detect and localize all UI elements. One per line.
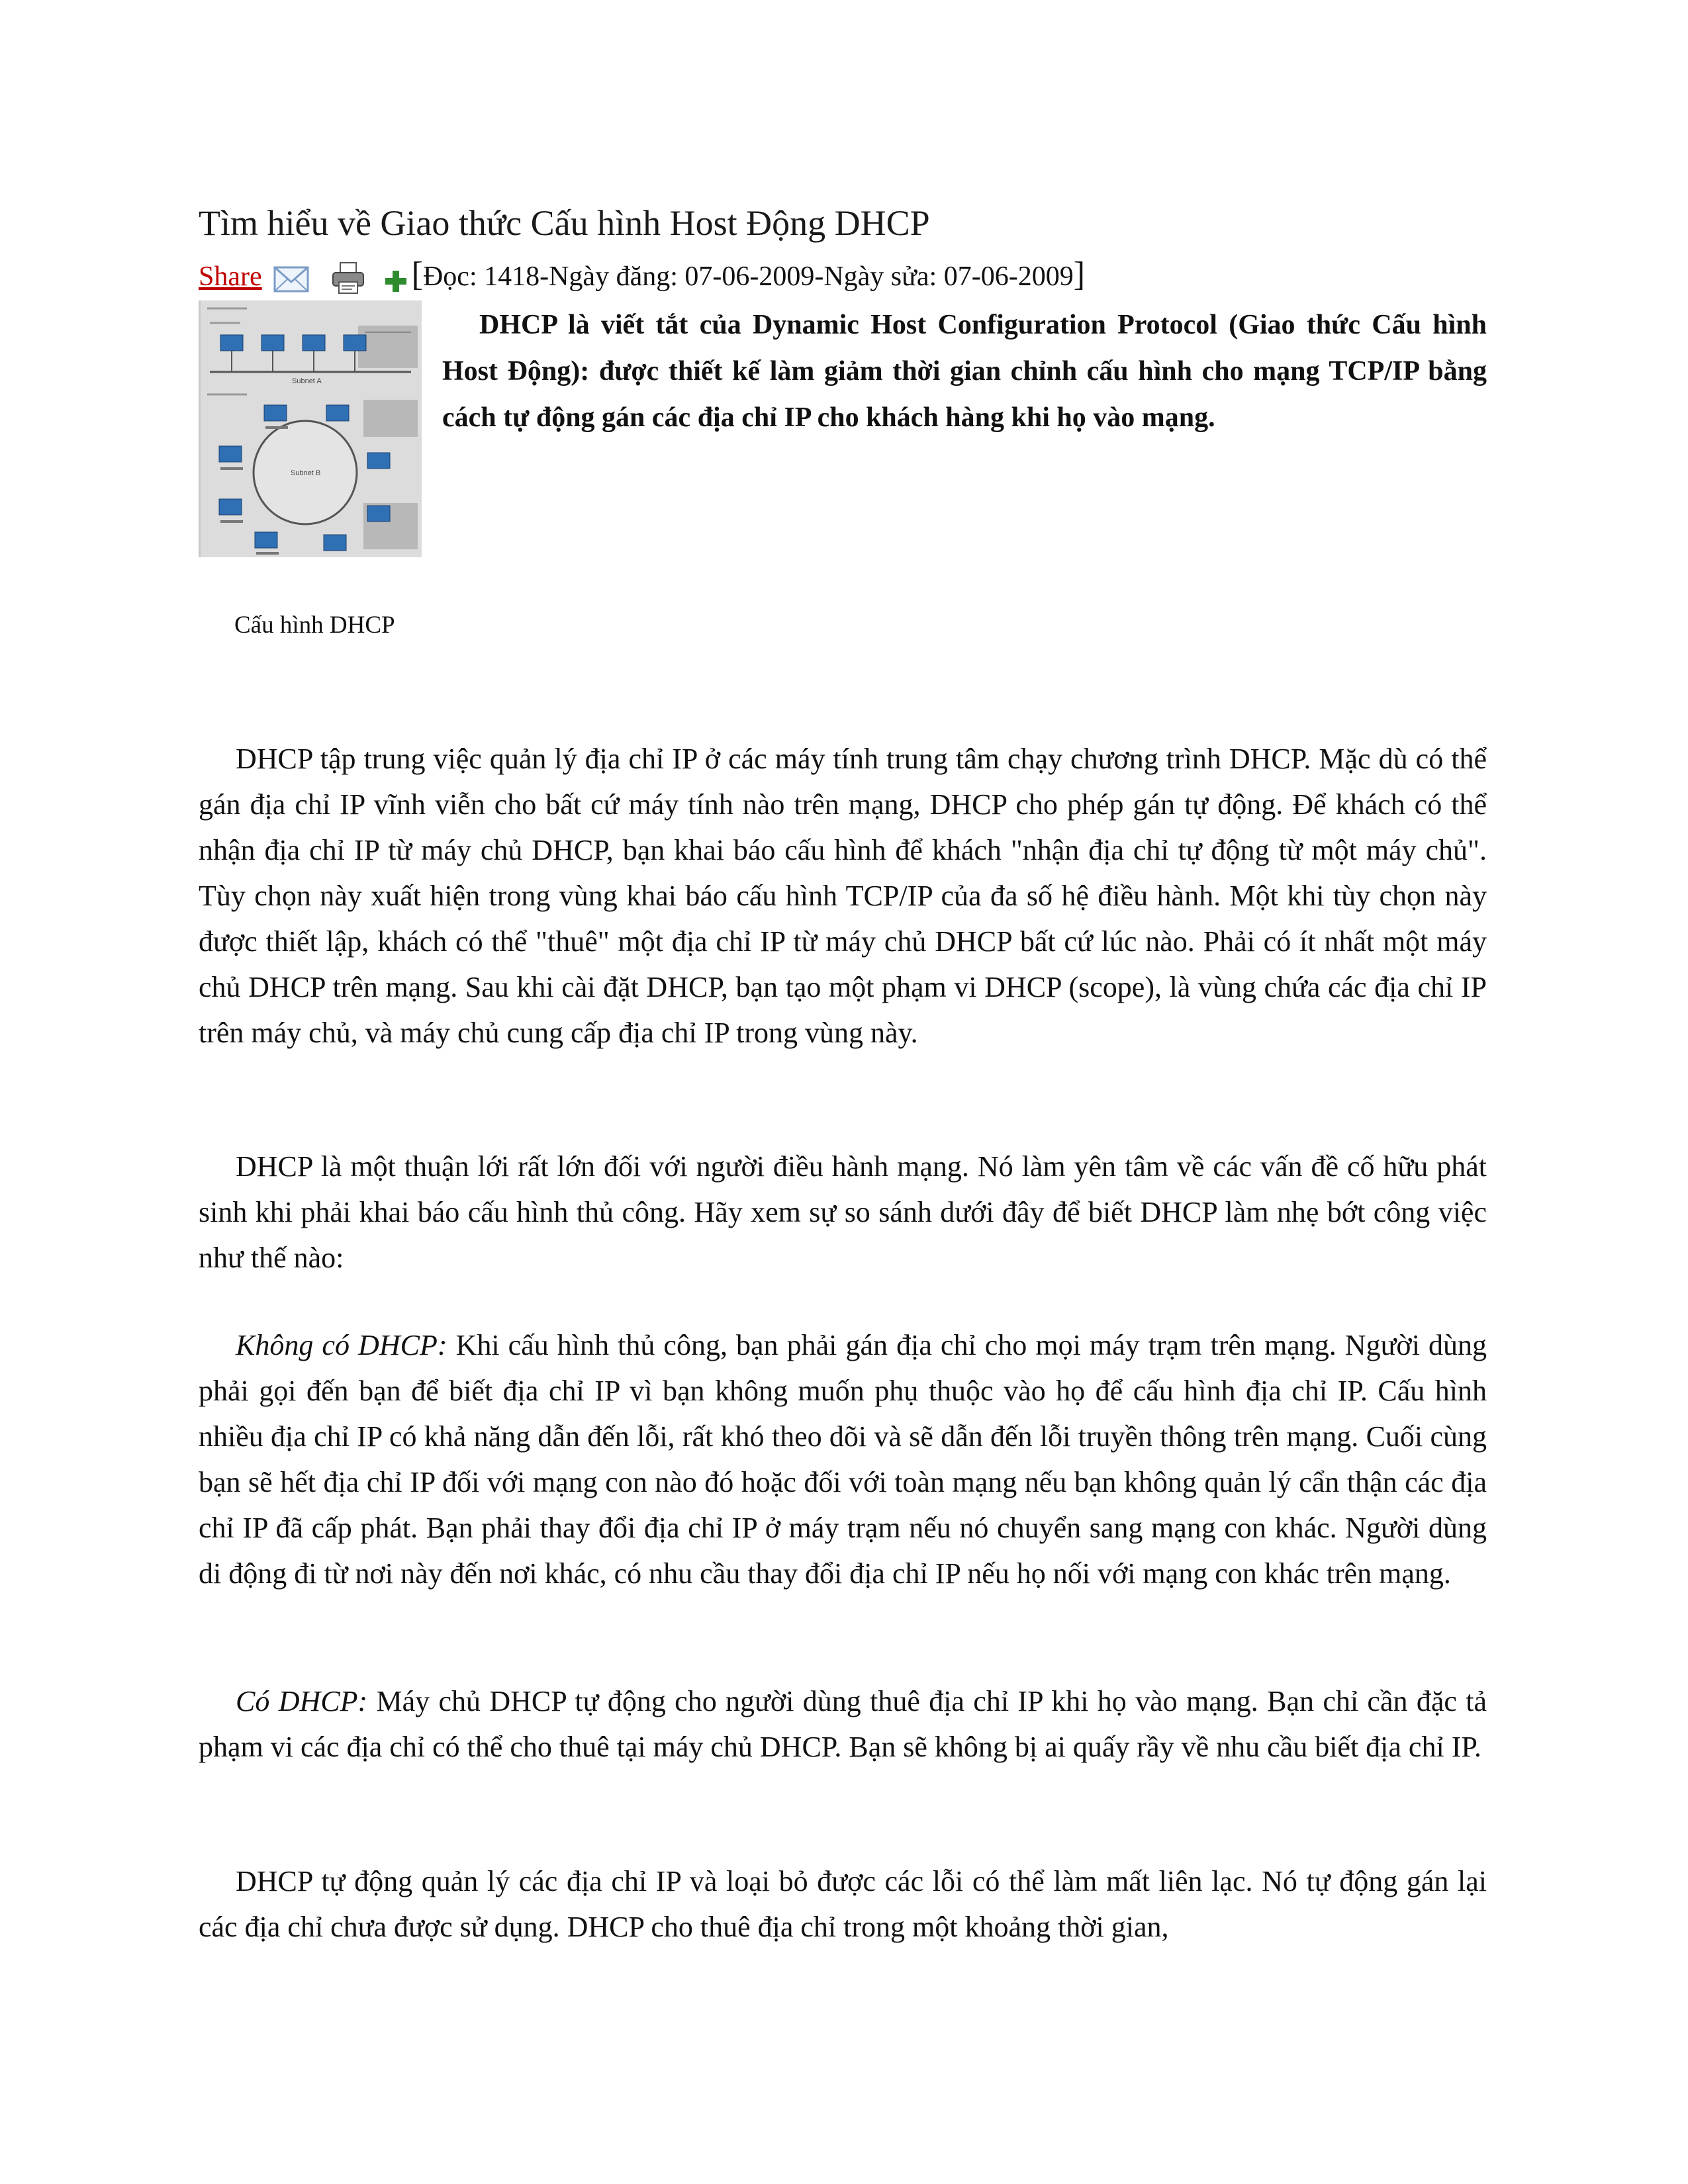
without-dhcp-text: Khi cấu hình thủ công, bạn phải gán địa chỉ cho mọi máy trạm trên mạng. Người dùng phải gọi đến bạn để biết địa chỉ IP vì bạn không muốn phụ thuộc vào họ để cấu hình địa chỉ IP. Cấu hình nhiều địa chỉ IP có khả năng dẫn đến lỗi, rất khó theo dõi và sẽ dẫn đến lỗi truyền thông trên mạng. Cuối cùng bạn sẽ hết địa chỉ IP đối với mạng con nào đó hoặc đối với toàn mạng nếu bạn không quản lý cẩn thận các địa chỉ IP đã cấp phát. Bạn phải thay đổi địa chỉ IP ở máy trạm nếu nó chuyển sang mạng con khác. Người dùng di động đi từ nơi này đến nơi khác, có nhu cầu thay đổi địa chỉ IP nếu họ nối với mạng con khác trên mạng.: [199, 1329, 1487, 1590]
paragraph-2: DHCP là một thuận lới rất lớn đối với người điều hành mạng. Nó làm yên tâm về các vấn đề cố hữu phát sinh khi phải khai báo cấu hình thủ công. Hãy xem sự so sánh dưới đây để biết DHCP làm nhẹ bớt công việc như thế nào:: [199, 1150, 1487, 1274]
paragraph-without-dhcp: [199, 1322, 1487, 1596]
paragraph-5: DHCP tự động quản lý các địa chỉ IP và loại bỏ được các lỗi có thể làm mất liên lạc. Nó tự động gán lại các địa chỉ chưa được sử dụng. DHCP cho thuê địa chỉ trong một khoảng thời gian,: [199, 1865, 1487, 1943]
with-dhcp-text: Máy chủ DHCP tự động cho người dùng thuê địa chỉ IP khi họ vào mạng. Bạn chỉ cần đặc tả phạm vi các địa chỉ có thể cho thuê tại máy chủ DHCP. Bạn sẽ không bị ai quấy rầy về nhu cầu biết địa chỉ IP.: [199, 1685, 1487, 1763]
article-meta: [412, 256, 1085, 295]
meta-stats: Đọc: 1418-Ngày đăng: 07-06-2009-Ngày sửa: 07-06-2009: [422, 261, 1074, 292]
plus-icon[interactable]: [384, 266, 408, 290]
subnet-b-label: Subnet B: [291, 469, 321, 477]
without-dhcp-label: Không có DHCP:: [236, 1329, 447, 1361]
paragraph-with-dhcp: [199, 1678, 1487, 1770]
subnet-a-label: Subnet A: [292, 377, 322, 385]
figure-caption: Cấu hình DHCP: [234, 612, 395, 639]
mail-icon[interactable]: [273, 262, 310, 295]
lead-paragraph: DHCP là viết tắt của Dynamic Host Configuration Protocol (Giao thức Cấu hình Host Động): được thiết kế làm giảm thời gian chỉnh cấu hình cho mạng TCP/IP bằng cách tự động gán các địa chỉ IP cho khách hàng khi họ vào mạng.: [442, 310, 1487, 433]
with-dhcp-label: Có DHCP:: [236, 1685, 368, 1717]
article-meta-bar: [199, 255, 1085, 295]
dhcp-diagram-image: [199, 300, 422, 557]
page-title: Tìm hiểu về Giao thức Cấu hình Host Động DHCP: [199, 203, 930, 243]
meta-bracket-open: [: [411, 255, 423, 293]
meta-bracket-close: ]: [1073, 255, 1086, 293]
paragraph-1: DHCP tập trung việc quản lý địa chỉ IP ở các máy tính trung tâm chạy chương trình DHCP. Mặc dù có thể gán địa chỉ IP vĩnh viễn cho bất cứ máy tính nào trên mạng, DHCP cho phép gán tự động. Để khách có thể nhận địa chỉ IP từ máy chủ DHCP, bạn khai báo cấu hình để khách "nhận địa chỉ tự động từ một máy chủ". Tùy chọn này xuất hiện trong vùng khai báo cấu hình TCP/IP của đa số hệ điều hành. Một khi tùy chọn này được thiết lập, khách có thể "thuê" một địa chỉ IP từ máy chủ DHCP bất cứ lúc nào. Phải có ít nhất một máy chủ DHCP trên mạng. Sau khi cài đặt DHCP, bạn tạo một phạm vi DHCP (scope), là vùng chứa các địa chỉ IP trên máy chủ, và máy chủ cung cấp địa chỉ IP trong vùng này.: [199, 743, 1487, 1049]
print-icon[interactable]: [331, 261, 365, 295]
share-link[interactable]: Share: [199, 261, 262, 292]
